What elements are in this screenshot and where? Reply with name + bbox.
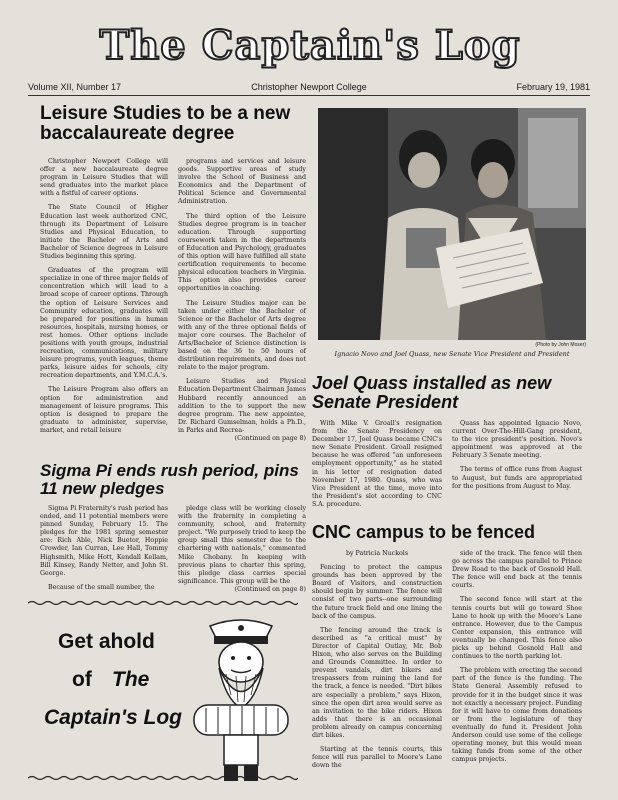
sigma-paragraph: Sigma Pi Fraternity's rush period has ended, and 11 potential members were pinned Sunday, February 15. The pledges for the 1981 spring semester are: Rich Able, Nick Buetor, Hoppie Crowder, Ian Curran, Lee Hall, Tommy Highsmith, Mike Hott, Kendall Kellam, Bill Kinsey, Randy Netter, and John St. George. <box>40 505 168 577</box>
college-name: Christopher Newport College <box>251 82 367 92</box>
leisure-paragraph: programs and services and leisure goods. Supportive areas of study involve the School of Business and Economics and the Department of Political Science and Governmental Administration. <box>178 158 306 206</box>
fence-column-1 <box>312 550 442 776</box>
photo-illustration <box>318 108 586 340</box>
leisure-paragraph: The Leisure Program also offers an option for administration and management of leisure programs. This option is designed to prepare the graduate to administer, supervise, market, and retail leisure <box>40 386 168 434</box>
leisure-paragraph: The Leisure Studies major can be taken under either the Bachelor of Science or the Bachelor of Arts degree with any of the three optional fields of major core courses. The Bachelor of Arts/Bachelor of Science distinction is based on the 36 to 50 hours of distribution requirements, and does not relate to the major program. <box>178 299 306 372</box>
promo-line-1: Get ahold <box>58 630 155 653</box>
issue-date: February 19, 1981 <box>516 82 590 92</box>
sigma-continued: (Continued on page 8) <box>234 585 306 593</box>
fence-paragraph: The second fence will start at the tennis courts but will go toward Shoe Lane to hook up with the Moore's Lane entrance. However, due to the Campus Center expansion, this entrance will eventually be changed. This fence also picks up behind Gosnold Hall and continues to the north parking lot. <box>452 596 582 661</box>
leisure-paragraph: Graduates of the program will specialize in one of three major fields of concentration which will lead to a broad scope of career options. Through the option of Leisure Services and Community education, graduates will be prepared for positions in human resources, hospitals, nursing homes, or rest homes. Other options include positions with youth groups, industrial recreation, communications, military leisure programs, youth leagues, theme parks, leisure aides for schools, city recreation departments, and Y.M.C.A.'s. <box>40 267 168 380</box>
fence-paragraph: side of the track. The fence will then go across the campus parallel to Prince Drew Road to the back of Gosnold Hall. The fence will end back at the tennis courts. <box>452 550 582 590</box>
sigma-column-2 <box>178 505 306 600</box>
senate-headline: Joel Quass installed as new Senate President <box>312 373 552 412</box>
promo-line-4: Captain's Log <box>44 706 182 729</box>
folio-rule <box>28 95 590 96</box>
senate-column-1 <box>312 420 442 515</box>
leisure-paragraph: Christopher Newport College will offer a new baccalaureate degree program in Leisure Studies that will send graduates into the market place with a fistful of career options. <box>40 158 168 198</box>
sigma-paragraph: Because of the small number, the <box>48 583 155 591</box>
leisure-continued: (Continued on page 8) <box>234 435 306 442</box>
leisure-column-1 <box>40 158 168 441</box>
sigma-paragraph: pledge class will be working closely with the fraternity in completing a community, school, and fraternity project. "We purposely tried to keep the group small this semester due to the chartering with nationals," commented Mike Chobany. In keeping with previous plans to charter this spring, this pledge class carries special significance. This group will be the <box>178 505 306 585</box>
fence-column-2 <box>452 550 582 770</box>
wavy-divider-top <box>28 600 298 606</box>
article-photo <box>318 108 586 340</box>
volume-number: Volume XII, Number 17 <box>28 82 122 92</box>
senate-paragraph: The terms of office runs from August to August, but funds are appropriated for the positions from August to May. <box>452 466 582 490</box>
fence-byline: by Patricia Nuckols <box>345 550 409 557</box>
senate-column-2 <box>452 420 582 497</box>
senate-paragraph: Quass has appointed Ignacio Novo, current Over-The-Hill-Gang president, to the vice president's position. Novo's appointment was approved at the February 3 Senate meeting. <box>452 420 582 460</box>
photo-caption: Ignacio Novo and Joel Quass, new Senate Vice President and President <box>334 350 570 358</box>
masthead-title: The Captain's Log <box>99 22 521 69</box>
sigma-column-1 <box>40 505 168 598</box>
folio-line <box>28 82 590 94</box>
sigma-headline: Sigma Pi ends rush period, pins 11 new pledges <box>40 461 299 498</box>
fence-paragraph: The fencing around the track is described as "a critical must" by Director of Capital Outlay, Mr. Bob Hixon, who also serves on the Building and Grounds Committee. In order to prevent vandals, dirt bikers and trespassers from ruining the land for the track, a fence is needed. "Dirt bikes are especially a problem," says Hixon, since the open dirt area would serve as an invitation to the bike riders. Hixon adds that there is an occasional problem already on campus concerning dirt bikes. <box>312 626 442 739</box>
captain-mascot-icon <box>186 610 296 785</box>
fence-paragraph: Fencing to protect the campus grounds has been approved by the Board of Visitors, and construction should begin by summer. The fence will consist of two parts--one surrounding the future track field and one lining the back of the campus. <box>312 564 442 620</box>
leisure-paragraph: Leisure Studies and Physical Education Department Chairman James Hubbard recently announced an addition to the to support the new degree program. The new appointee, Dr. Richard Gumselman, holds a Ph.D., in Parks and Recrea- <box>178 378 306 434</box>
leisure-paragraph: The State Council of Higher Education last week authorized CNC, through its Department of Leisure Studies and Physical Education, to initiate the Bachelor of Arts and Bachelor of Science degrees in Leisure Studies beginning this spring. <box>40 204 168 261</box>
senate-paragraph: With Mike V. Groall's resignation from the Senate Presidency on December 17, Joel Quass became CNC's new Senate President. Groall resigned because he was offered "an unforeseen employment opportunity," as he stated in his letter of resignation dated November 17, 1980. Quass, who was Vice President at the time, move into the President's slot according to CNC S.A. procedure. <box>312 420 442 508</box>
promo-line-3: The <box>112 668 150 691</box>
fence-paragraph: Starting at the tennis courts, this fence will run parallel to Moore's Lane down the <box>312 746 442 770</box>
leisure-headline: Leisure Studies to be a new baccalaureate degree <box>40 103 291 144</box>
fence-headline: CNC campus to be fenced <box>312 522 536 542</box>
fence-paragraph: The problem with erecting the second part of the fence is the funding. The State General Assembly refused to provide for it in the budget since it was not exactly a necessary project. Funding for it will have to come from donations or from the legislature of they eventually do fund it. President John Anderson could use some of the college operating money, but this would mean taking funds from some of the other campus projects. <box>452 667 582 764</box>
leisure-column-2 <box>178 158 306 449</box>
promo-line-2: of <box>72 668 92 691</box>
leisure-paragraph: The third option of the Leisure Studies degree program is in teacher education. Through supporting coursework taken in the departments of Education and Psychology, graduates of this option will have fulfilled all state certification requirements to become physical education teachers in Virginia. This option also provides career opportunities in coaching. <box>178 212 306 293</box>
photo-credit: (Photo by John Moser) <box>535 342 586 348</box>
